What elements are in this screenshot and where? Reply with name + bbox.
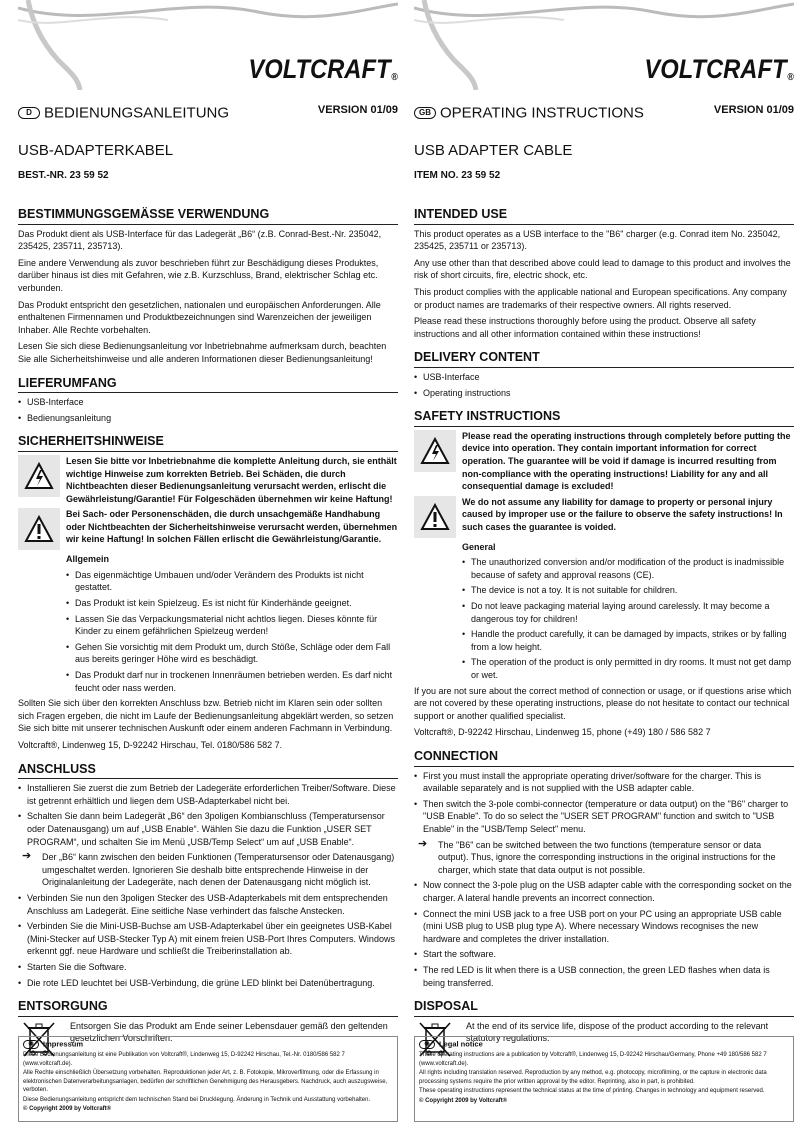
language-badge: D (18, 107, 40, 119)
subheading-general: General (462, 541, 496, 552)
section-safety (18, 435, 398, 751)
electric-hazard-icon (18, 455, 60, 497)
imprint-title: Legal notice (439, 1039, 483, 1049)
arrow-right-icon: ➔ (418, 837, 428, 850)
item-number: ITEM NO. 23 59 52 (414, 170, 501, 181)
section-heading: DISPOSAL (414, 1000, 794, 1017)
brand-logo: VOLTCRAFT® (248, 54, 398, 84)
section-heading: INTENDED USE (414, 208, 794, 225)
list-item: • Installieren Sie zuerst die zum Betrieb der Ladegeräte erforderlichen Treiber/Software. Diese ist getrennt erhältlich und liegen dem USB-Adapterkabel nicht bei. (18, 782, 398, 807)
list-item: • Das eigenmächtige Umbauen und/oder Verändern des Produkts ist nicht gestattet. (66, 569, 398, 594)
doc-header (414, 104, 794, 126)
disposal-text: Entsorgen Sie das Produkt am Ende seiner Lebensdauer gemäß den geltenden gesetzlichen Vorschriften. (70, 1020, 388, 1044)
section-delivery (18, 377, 398, 425)
section-heading: BESTIMMUNGSGEMÄSSE VERWENDUNG (18, 208, 398, 225)
product-title: USB-ADAPTERKABEL (18, 142, 174, 159)
note-arrow: ➔ The "B6" can be switched between the two functions (temperature sensor or data output). Thus, ignore the corresponding instructions in the original instructions for the charger, which state that data output is not possible. (418, 837, 776, 875)
section-heading: DELIVERY CONTENT (414, 351, 794, 368)
caution-icon (18, 508, 60, 550)
caution-icon (414, 496, 456, 538)
list-item: • Das Produkt ist kein Spielzeug. Es ist nicht für Kinderhände geeignet. (66, 597, 398, 610)
section-connection (18, 763, 398, 990)
paragraph: Any use other than that described above could lead to damage to this product and involves the risk of short circuits, fire, electric shock, etc. (414, 257, 791, 281)
list-item: • First you must install the appropriate operating driver/software for the charger. This is available separately and is not supplied with the USB adapter cable. (414, 770, 794, 795)
version-label: VERSION 01/09 (713, 104, 794, 116)
list-item: • Now connect the 3-pole plug on the USB adapter cable with the corresponding socket on the charger. A lateral handle prevents an incorrect connection. (414, 879, 794, 904)
paragraph: Diese Bedienungsanleitung entspricht dem technischen Stand bei Drucklegung. Änderung in Technik und Ausstattung vorbehalten. (23, 1096, 371, 1103)
section-safety (414, 410, 794, 739)
paragraph: These operating instructions are a publication by Voltcraft®, Lindenweg 15, D-92242 Hirschau/Germany, Phone +49 180/586 582 7 (www.voltcraft.de). (419, 1052, 767, 1067)
list-item: • Das Produkt darf nur in trockenen Innenräumen betrieben werden. Es darf nicht feucht oder nass werden. (66, 669, 398, 694)
doc-title: BEDIENUNGSANLEITUNG (44, 104, 230, 122)
electric-hazard-icon (414, 430, 456, 472)
language-badge: GB (414, 107, 436, 119)
paragraph: Voltcraft®, D-92242 Hirschau, Lindenweg 15, phone (+49) 180 / 586 582 7 (414, 727, 711, 738)
note-arrow: ➔ Der „B6“ kann zwischen den beiden Funktionen (Temperatursensor oder Datenausgang) umgeschaltet werden. Ignorieren Sie deshalb bitte entsprechende Hinweise in der Originalanleitung der Ladegeräte, nach denen der Datenausgang nicht möglich ist. (22, 850, 395, 888)
subheading-general: Allgemein (66, 554, 110, 565)
warning-text: We do not assume any liability for damage to property or personal injury caused by improper use or the failure to observe the safety instructions! In such cases the guarantee is voided. (462, 496, 783, 532)
warning-text: Please read the operating instructions through completely before putting the device into operation. They contain important information for correct operation. The guarantee will be void if damage is incurred resulting from non-compliance with the operating instructions! Liability for any and all consequential damage is excluded! (462, 430, 791, 492)
section-heading: LIEFERUMFANG (18, 377, 398, 394)
disposal-text: At the end of its service life, dispose of the product according to the relevant statutory regulations. (466, 1020, 769, 1044)
paragraph: These operating instructions represent the technical status at the time of printing. Changes in technology and equipment reserved. (419, 1088, 765, 1094)
imprint-flag-icon: ◉ (23, 1040, 39, 1049)
paragraph: Alle Rechte einschließlich Übersetzung vorbehalten. Reproduktionen jeder Art, z. B. Fotokopie, Mikroverfilmung, oder die Erfassung in elektronischen Datenverarbeitungsanlagen, bedürfen der schriftlichen Genehmigung des Herausgebers. Nachdruck, auch auszugsweise, verboten. (23, 1070, 388, 1093)
warning-text: Bei Sach- oder Personenschäden, die durch unsachgemäße Handhabung oder Nichtbeachten der Sicherheitshinweise verursacht werden, übernehmen wir keine Haftung! In solchen Fällen erlischt die Gewährleistung/Garantie. (66, 509, 398, 545)
section-connection (414, 750, 794, 989)
list-item: • Die rote LED leuchtet bei USB-Verbindung, die grüne LED blinkt bei Datenübertragung. (18, 977, 398, 990)
item-number: BEST.-NR. 23 59 52 (18, 170, 109, 181)
paragraph: Please read these instructions thoroughly before using the product. Observe all safety instructions and all other information contained within these instructions! (414, 316, 756, 339)
paragraph: Diese Bedienungsanleitung ist eine Publikation von Voltcraft®, Lindenweg 15, D-92242 Hirschau, Tel.-Nr. 0180/586 582 7 (www.voltcraft.de). (23, 1052, 345, 1067)
paragraph: Eine andere Verwendung als zuvor beschrieben führt zur Beschädigung dieses Produktes, darüber hinaus ist dies mit Gefahren, wie z.B. Kurzschluss, Brand, elektrischer Schlag etc. verbunden. (18, 257, 379, 293)
paragraph: If you are not sure about the correct method of connection or usage, or if questions arise which are not covered by these operating instructions, please do not hesitate to contact our technical support or another qualified specialist. (414, 685, 792, 721)
english-column (414, 0, 794, 1142)
content-body (18, 208, 398, 1069)
product-title: USB ADAPTER CABLE (414, 142, 573, 159)
paragraph: Das Produkt dient als USB-Interface für das Ladegerät „B6“ (z.B. Conrad-Best.-Nr. 235042, 235425, 235711, 235713). (18, 228, 382, 252)
section-heading: ANSCHLUSS (18, 763, 398, 780)
copyright: © Copyright 2009 by Voltcraft® (23, 1106, 112, 1112)
paragraph: Lesen Sie sich diese Bedienungsanleitung vor Inbetriebnahme aufmerksam durch, beachten Sie alle Sicherheitshinweise und alle anderen Informationen dieser Bedienungsanleitung! (18, 341, 387, 364)
list-item: • Starten Sie die Software. (18, 961, 398, 974)
imprint-title: Impressum (43, 1039, 84, 1049)
imprint-flag-icon: ◉ (419, 1040, 435, 1049)
section-intended-use (414, 208, 794, 340)
doc-title: OPERATING INSTRUCTIONS (440, 104, 644, 122)
section-delivery (414, 351, 794, 399)
german-column (18, 0, 398, 1142)
list-item: • Verbinden Sie nun den 3poligen Stecker des USB-Adapterkabels mit dem entsprechenden Anschluss am Ladegerät. Eine seitliche Nase verhindert das falsche Anstecken. (18, 892, 398, 917)
section-heading: ENTSORGUNG (18, 1000, 398, 1017)
list-item: • Schalten Sie dann beim Ladegerät „B6“ den 3poligen Kombianschluss (Temperatursensor oder Datenausgang) um auf „USB Enable“. Wählen Sie dazu die Funktion „USER SET PROGRAM“, und schalten Sie im Menü „USB/Temp Select“ um auf „USB Enable“. (18, 810, 398, 848)
warning-text: Lesen Sie bitte vor Inbetriebnahme die komplette Anleitung durch, sie enthält wichtige Hinweise zum korrekten Betrieb. Bei Schäden, die durch Nichtbeachten dieser Bedienungsanleitung verursacht werden, erlischt die Gewährleistung/Garantie! Für Folgeschäden übernehmen wir keine Haftung! (66, 455, 397, 504)
list-item: • Gehen Sie vorsichtig mit dem Produkt um, durch Stöße, Schläge oder dem Fall aus bereits geringer Höhe wird es beschädigt. (66, 641, 398, 666)
brand-logo: VOLTCRAFT® (644, 54, 794, 84)
arrow-right-icon: ➔ (22, 850, 32, 863)
section-heading: CONNECTION (414, 750, 794, 767)
list-item: • Operating instructions (414, 387, 794, 400)
paragraph: Sollten Sie sich über den korrekten Anschluss bzw. Betrieb nicht im Klaren sein oder sollten sich Fragen ergeben, die nicht im Laufe der Bedienungsanleitung abgeklärt werden, so setzen Sie sich bitte mit unserer technischen Auskunft oder einem anderen Fachmann in Verbindung. (18, 698, 394, 734)
list-item: • The red LED is lit when there is a USB connection, the green LED flashes when data is being transferred. (414, 964, 794, 989)
version-label: VERSION 01/09 (317, 104, 398, 116)
list-item: • Connect the mini USB jack to a free USB port on your PC using an appropriate USB cable (mini USB plug to USB plug type A). Where necessary Windows recognises the new hardware and completes the driver installation. (414, 908, 794, 946)
list-item: • The operation of the product is only permitted in dry rooms. It must not get damp or wet. (462, 656, 794, 681)
content-body (414, 208, 794, 1069)
paragraph: Voltcraft®, Lindenweg 15, D-92242 Hirschau, Tel. 0180/586 582 7. (18, 740, 283, 750)
list-item: • The unauthorized conversion and/or modification of the product is inadmissible because of safety and approval reasons (CE). (462, 556, 794, 581)
list-item: • Bedienungsanleitung (18, 412, 398, 425)
list-item: • Do not leave packaging material laying around carelessly. It may become a dangerous toy for children! (462, 600, 794, 625)
list-item: • USB-Interface (18, 396, 398, 409)
list-item: • Then switch the 3-pole combi-connector (temperature or data output) on the "B6" charger to "USB Enable". To do so select the "USER SET PROGRAM" function and switch to "USB Enable" in the "USB/Temp Select" menu. (414, 798, 794, 836)
list-item: • Start the software. (414, 948, 794, 961)
paragraph: This product operates as a USB interface to the "B6" charger (e.g. Conrad item No. 235042, 235425, 235711 or 235713). (414, 228, 781, 252)
paragraph: Das Produkt entspricht den gesetzlichen, nationalen und europäischen Anforderungen. Alle enthaltenen Firmennamen und Produktbezeichnungen sind Warenzeichen der jeweiligen Inhaber. Alle Rechte vorbehalten. (18, 299, 381, 335)
section-heading: SICHERHEITSHINWEISE (18, 435, 398, 452)
section-intended-use (18, 208, 398, 366)
section-heading: SAFETY INSTRUCTIONS (414, 410, 794, 427)
list-item: • Lassen Sie das Verpackungsmaterial nicht achtlos liegen. Dieses könnte für Kinder zu einem gefährlichen Spielzeug werden! (66, 613, 398, 638)
doc-header (18, 104, 398, 126)
list-item: • USB-Interface (414, 371, 794, 384)
copyright: © Copyright 2009 by Voltcraft® (419, 1097, 508, 1104)
list-item: • The device is not a toy. It is not suitable for children. (462, 584, 794, 597)
list-item: • Handle the product carefully, it can be damaged by impacts, strikes or by falling from a low height. (462, 628, 794, 653)
imprint-box (18, 1036, 398, 1122)
paragraph: All rights including translation reserved. Reproduction by any method, e.g. photocopy, microfilming, or the capture in electronic data processing systems require the prior written approval by the editor. Reprinting, also in part, is prohibited. (419, 1070, 767, 1085)
list-item: • Verbinden Sie die Mini-USB-Buchse am USB-Adapterkabel über ein geeignetes USB-Kabel (Mini-Stecker auf USB-Stecker Typ A) mit einem freien USB-Port Ihres Computers. Windows erkennt ggf. neue Hardware und schließt die Treiberinstallation ab. (18, 920, 398, 958)
imprint-box (414, 1036, 794, 1122)
paragraph: This product complies with the applicable national and European specifications. Any company or product names are trademarks of their respective owners. All rights reserved. (414, 286, 787, 310)
